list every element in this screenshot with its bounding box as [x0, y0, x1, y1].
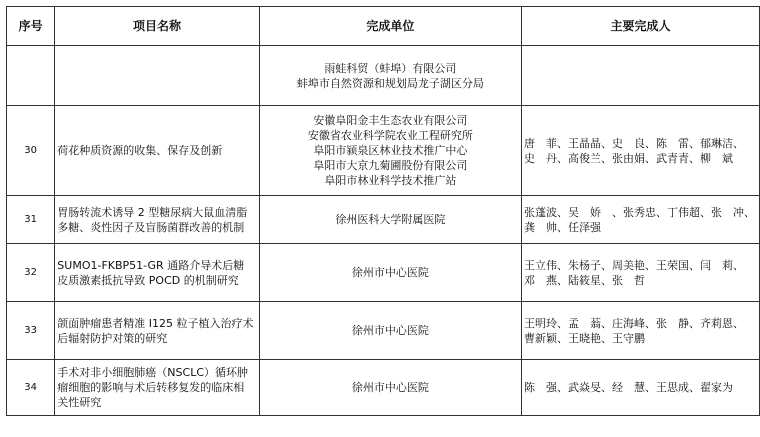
- table-row: [7, 106, 760, 196]
- header-unit: 完成单位: [259, 7, 521, 46]
- row-project-name: 荷花种质资源的收集、保存及创新: [55, 106, 259, 196]
- row-project-name: 胃肠转流术诱导 2 型糖尿病大鼠血清脂多糖、炎性因子及盲肠菌群改善的机制: [55, 196, 259, 244]
- row-people: [521, 302, 759, 360]
- row-num: 32: [7, 244, 55, 302]
- row-num: 30: [7, 106, 55, 196]
- row-people: [521, 106, 759, 196]
- people-line: 王明玲、孟 蓊、庄海峰、张 静、齐莉恩、: [523, 316, 744, 330]
- people-line: 陈 强、武焱旻、经 慧、王思成、翟家为: [523, 381, 733, 394]
- people-line: 唐 菲、王晶晶、史 良、陈 雷、郁琳洁、: [523, 136, 744, 150]
- row-num: [7, 46, 55, 106]
- row-units: [259, 106, 521, 196]
- row-project-name: 颌面肿瘤患者精准 I125 粒子植入治疗术后辐射防护对策的研究: [55, 302, 259, 360]
- people-line: 王立伟、朱杨子、周美艳、王荣国、闫 莉、: [523, 258, 744, 272]
- unit-line: 安徽阜阳金丰生态农业有限公司: [313, 114, 468, 127]
- unit-line: 安徽省农业科学院农业工程研究所: [307, 129, 473, 142]
- row-project-name: SUMO1-FKBP51-GR 通路介导术后糖皮质激素抵抗导致 POCD 的机制研究: [55, 244, 259, 302]
- table-row: [7, 196, 760, 244]
- document-page: [6, 6, 760, 416]
- row-people: [521, 46, 759, 106]
- table-row: [7, 46, 760, 106]
- row-people: [521, 244, 759, 302]
- header-num: 序号: [7, 7, 55, 46]
- row-units: [259, 244, 521, 302]
- people-line: 史 丹、高俊兰、张由娟、武青青、柳 斌: [523, 151, 733, 165]
- unit-line: 徐州市中心医院: [351, 324, 429, 337]
- people-line: 曹新颖、王晓艳、王守鹏: [523, 331, 645, 345]
- header-people: 主要完成人: [521, 7, 759, 46]
- row-project-name: 手术对非小细胞肺癌（NSCLC）循环肿瘤细胞的影响与术后转移复发的临床相关性研究: [55, 360, 259, 416]
- unit-line: 阜阳市颍泉区林业技术推广中心: [313, 144, 468, 157]
- row-units: [259, 360, 521, 416]
- table-header-row: [7, 7, 760, 46]
- unit-line: 雨蛙科贸（蚌埠）有限公司: [324, 61, 457, 75]
- unit-line: 徐州医科大学附属医院: [335, 213, 446, 226]
- row-people: [521, 196, 759, 244]
- row-units: [259, 196, 521, 244]
- people-line: 邓 燕、陆筱星、张 哲: [523, 273, 645, 287]
- unit-line: 蚌埠市自然资源和规划局龙子湖区分局: [296, 76, 484, 90]
- awards-table: [6, 6, 760, 416]
- row-num: 33: [7, 302, 55, 360]
- row-units: [259, 302, 521, 360]
- row-num: 34: [7, 360, 55, 416]
- row-units: [259, 46, 521, 106]
- people-line: 张蓬波、吴 娇 、张秀忠、丁伟超、张 冲、: [523, 205, 755, 219]
- unit-line: 阜阳市林业科学技术推广站: [324, 174, 457, 187]
- unit-line: 徐州市中心医院: [351, 381, 429, 394]
- table-row: [7, 360, 760, 416]
- people-line: 龚 帅、任泽强: [523, 220, 601, 234]
- header-project-name: 项目名称: [55, 7, 259, 46]
- unit-line: 阜阳市大京九菊圃股份有限公司: [313, 159, 468, 172]
- unit-line: 徐州市中心医院: [351, 266, 429, 279]
- row-project-name: [55, 46, 259, 106]
- row-num: 31: [7, 196, 55, 244]
- table-row: [7, 302, 760, 360]
- row-people: [521, 360, 759, 416]
- table-row: [7, 244, 760, 302]
